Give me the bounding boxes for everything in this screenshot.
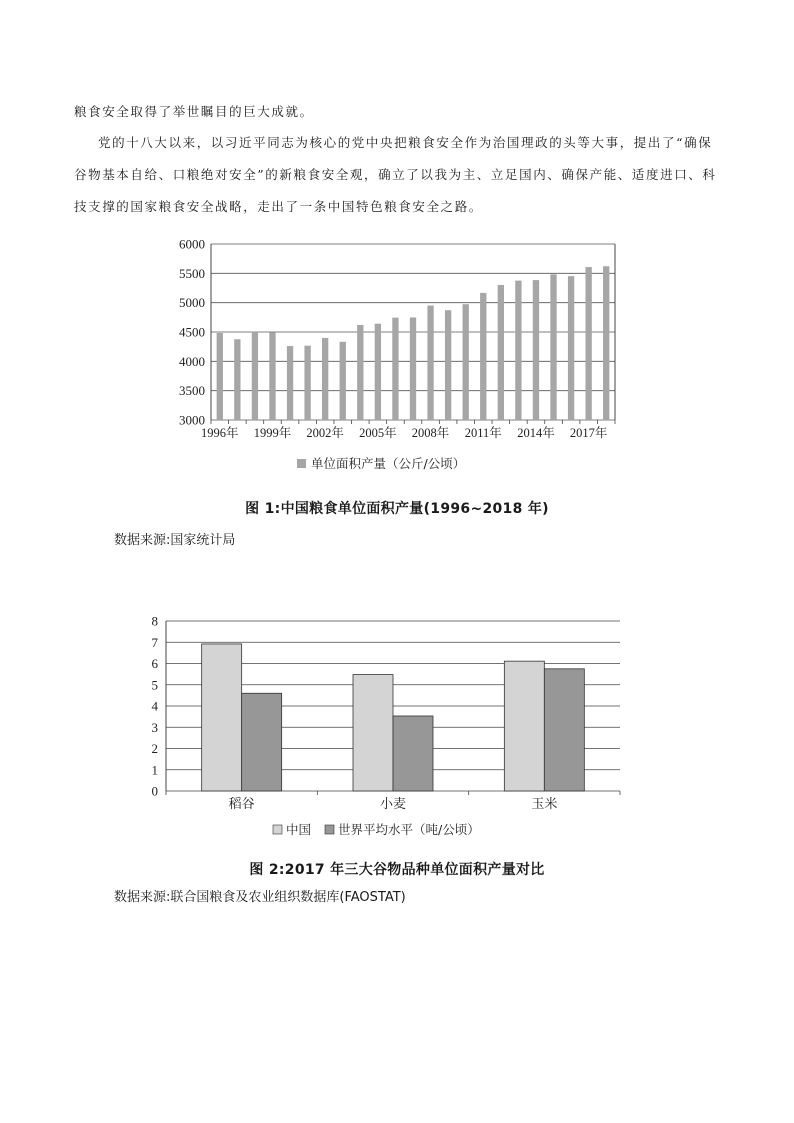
chart-grain-yield-per-area — [165, 232, 635, 484]
legend-swatch — [273, 825, 282, 834]
bar-2000 — [287, 346, 293, 420]
x-category-label: 小麦 — [379, 797, 407, 812]
y-tick-label: 7 — [151, 634, 158, 650]
paragraph-line-2: 党的十八大以来，以习近平同志为核心的党中央把粮食安全作为治国理政的头等大事，提出了“确保 — [98, 135, 713, 150]
bar-2004 — [357, 325, 363, 420]
y-tick-label: 4500 — [179, 324, 205, 340]
y-tick-label: 5000 — [179, 295, 205, 311]
bar-1997 — [234, 339, 240, 420]
x-tick-label: 2002年 — [306, 426, 344, 440]
y-tick-label: 2 — [151, 741, 158, 756]
bar-2011 — [480, 293, 486, 420]
legend-swatch — [325, 825, 334, 834]
bar-2009 — [445, 310, 451, 420]
y-tick-label: 3500 — [179, 383, 205, 399]
legend-label: 单位面积产量（公斤/公顷） — [311, 456, 466, 471]
bar-world-2 — [393, 716, 433, 791]
x-tick-label: 2011年 — [464, 426, 502, 440]
bar-2014 — [533, 280, 539, 420]
bar-2015 — [550, 274, 556, 420]
bar-china-3 — [504, 661, 544, 791]
bar-world-1 — [242, 693, 282, 791]
figure-1-caption: 图 1:中国粮食单位面积产量(1996~2018 年) — [245, 501, 549, 517]
x-category-label: 玉米 — [531, 797, 558, 812]
figure-2-source: 数据来源:联合国粮食及农业组织数据库(FAOSTAT) — [114, 890, 406, 905]
x-tick-label: 2005年 — [359, 426, 397, 440]
bar-2012 — [498, 285, 504, 420]
y-tick-label: 5500 — [179, 265, 205, 281]
bar-2018 — [603, 266, 609, 420]
x-tick-label: 2008年 — [411, 426, 450, 440]
bar-2001 — [304, 346, 310, 420]
figure-1-source: 数据来源:国家统计局 — [114, 533, 236, 548]
bar-2010 — [463, 304, 469, 420]
y-tick-label: 6 — [151, 656, 158, 671]
x-category-label: 稻谷 — [228, 797, 255, 812]
bar-world-3 — [544, 669, 584, 791]
paragraph-line-3: 谷物基本自给、口粮绝对安全”的新粮食安全观，确立了以我为主、立足国内、确保产能、适度进口、科 — [74, 167, 717, 182]
x-tick-label: 1999年 — [253, 426, 292, 440]
bar-2006 — [392, 318, 398, 420]
bar-2016 — [568, 276, 574, 420]
legend-swatch — [297, 459, 306, 468]
bar-2013 — [515, 281, 521, 420]
y-tick-label: 6000 — [179, 236, 205, 252]
x-tick-label: 2014年 — [517, 426, 555, 440]
legend-label: 世界平均水平（吨/公顷） — [338, 822, 480, 837]
y-tick-label: 4 — [151, 698, 158, 714]
bar-china-1 — [202, 644, 242, 791]
paragraph-line-4: 技支撑的国家粮食安全战略，走出了一条中国特色粮食安全之路。 — [74, 199, 483, 214]
bar-china-2 — [353, 675, 393, 791]
bar-1999 — [269, 332, 275, 420]
chart-cereal-yield-comparison — [140, 612, 640, 840]
paragraph-line-1: 粮食安全取得了举世瞩目的巨大成就。 — [74, 104, 314, 119]
y-tick-label: 5 — [151, 677, 158, 693]
bar-2008 — [427, 306, 433, 420]
x-tick-label: 2017年 — [569, 426, 608, 440]
bar-2005 — [375, 324, 381, 420]
y-tick-label: 8 — [151, 613, 158, 629]
bar-1998 — [252, 332, 258, 420]
bar-2017 — [585, 267, 591, 420]
y-tick-label: 4000 — [179, 353, 205, 369]
legend-label: 中国 — [286, 822, 312, 837]
bar-2003 — [340, 342, 346, 420]
figure-2-caption: 图 2:2017 年三大谷物品种单位面积产量对比 — [249, 862, 545, 878]
y-tick-label: 3000 — [179, 412, 205, 428]
bar-2002 — [322, 338, 328, 420]
bar-1996 — [217, 333, 223, 420]
y-tick-label: 3 — [151, 719, 158, 735]
bar-2007 — [410, 317, 416, 420]
x-tick-label: 1996年 — [201, 426, 239, 440]
y-tick-label: 0 — [151, 783, 158, 799]
y-tick-label: 1 — [151, 762, 158, 778]
